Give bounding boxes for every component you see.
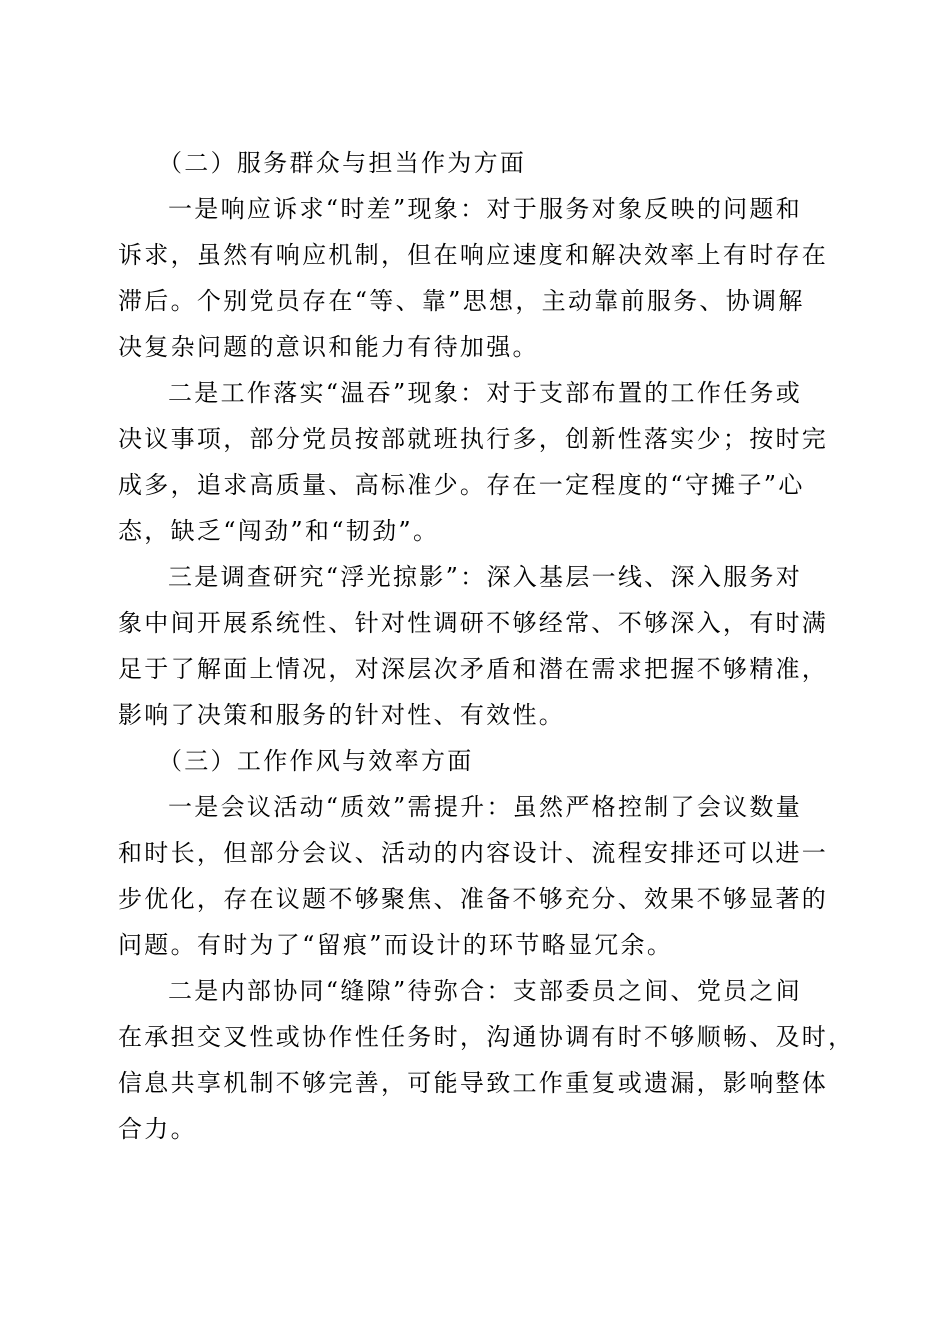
paragraph-line: 态，缺乏“闯劲”和“韧劲”。 — [118, 517, 440, 545]
paragraph-line: 问题。有时为了“留痕”而设计的环节略显冗余。 — [118, 931, 674, 959]
paragraph-line: 决复杂问题的意识和能力有待加强。 — [118, 333, 539, 361]
paragraph-line: 象中间开展系统性、针对性调研不够经常、不够深入，有时满 — [118, 609, 829, 637]
paragraph-line: 成多，追求高质量、高标准少。存在一定程度的“守摊子”心 — [118, 471, 805, 499]
paragraph-line: 和时长，但部分会议、活动的内容设计、流程安排还可以进一 — [118, 839, 829, 867]
section-heading-2: （二）服务群众与担当作为方面 — [158, 149, 527, 177]
paragraph-line: 足于了解面上情况，对深层次矛盾和潜在需求把握不够精准， — [118, 655, 829, 683]
document-body — [118, 140, 855, 1152]
paragraph-line: 一是响应诉求“时差”现象：对于服务对象反映的问题和 — [168, 195, 803, 223]
paragraph-line: 影响了决策和服务的针对性、有效性。 — [118, 701, 566, 729]
paragraph-line: 二是内部协同“缝隙”待弥合：支部委员之间、党员之间 — [168, 977, 803, 1005]
paragraph-line: 步优化，存在议题不够聚焦、准备不够充分、效果不够显著的 — [118, 885, 829, 913]
paragraph-line: 一是会议活动“质效”需提升：虽然严格控制了会议数量 — [168, 793, 803, 821]
paragraph-line: 滞后。个别党员存在“等、靠”思想，主动靠前服务、协调解 — [118, 287, 805, 315]
paragraph-line: 二是工作落实“温吞”现象：对于支部布置的工作任务或 — [168, 379, 803, 407]
paragraph-line: 信息共享机制不够完善，可能导致工作重复或遗漏，影响整体 — [118, 1069, 829, 1097]
paragraph-line: 三是调查研究“浮光掠影”：深入基层一线、深入服务对 — [168, 563, 803, 591]
paragraph-line: 决议事项，部分党员按部就班执行多，创新性落实少；按时完 — [118, 425, 829, 453]
paragraph-line: 合力。 — [118, 1115, 197, 1143]
paragraph-line: 在承担交叉性或协作性任务时，沟通协调有时不够顺畅、及时， — [118, 1023, 855, 1051]
paragraph-line: 诉求，虽然有响应机制，但在响应速度和解决效率上有时存在 — [118, 241, 829, 269]
section-heading-3: （三）工作作风与效率方面 — [158, 747, 474, 775]
